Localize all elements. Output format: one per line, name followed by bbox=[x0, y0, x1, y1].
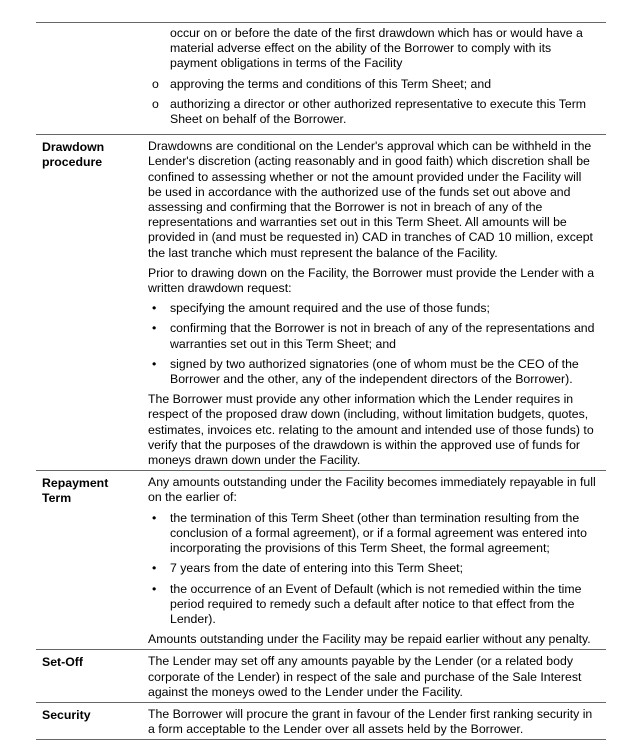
conditions-label bbox=[36, 23, 142, 135]
list-item bbox=[148, 77, 596, 92]
list-item-text: confirming that the Borrower is not in breach of any of the representations and warranties set out in this Term Sheet; and bbox=[170, 321, 595, 351]
list-item-text: 7 years from the date of entering into this Term Sheet; bbox=[170, 561, 464, 576]
security-row bbox=[36, 702, 606, 739]
drawdown-body bbox=[142, 135, 606, 471]
drawdown-label: Drawdown procedure bbox=[42, 140, 105, 170]
bullet-marker: • bbox=[152, 561, 157, 576]
drawdown-paragraph-2: Prior to drawing down on the Facility, the Borrower must provide the Lender with a written drawdown request: bbox=[148, 265, 595, 296]
repayment-paragraph-1: Any amounts outstanding under the Facility becomes immediately repayable in full on the earlier of: bbox=[148, 475, 596, 505]
sub-bullet-marker: o bbox=[152, 96, 159, 111]
list-item-text: the termination of this Term Sheet (other than termination resulting from the conclusion of a formal agreement), or if a formal agreement was entered into incorporating the provisions of this Term Sheet, the formal agreement; bbox=[170, 510, 587, 556]
setoff-paragraph: The Lender may set off any amounts payable by the Lender (or a related body corporate of the Lender) in respect of the sale and purchase of the Sale Interest against the moneys owed to the Lender under the Facility. bbox=[148, 654, 582, 699]
setoff-label: Set-Off bbox=[42, 655, 83, 670]
list-item-text: the occurrence of an Event of Default (which is not remedied within the time period required to remedy such a default after notice to that effect from the Lender). bbox=[170, 581, 582, 626]
bullet-marker: • bbox=[152, 301, 157, 316]
list-item-text: specifying the amount required and the use of those funds; bbox=[170, 301, 490, 316]
sub-bullet-marker: o bbox=[152, 76, 159, 91]
list-item bbox=[148, 97, 596, 127]
bullet-marker: • bbox=[152, 356, 157, 371]
repayment-paragraph-2: Amounts outstanding under the Facility may be repaid earlier without any penalty. bbox=[148, 632, 591, 647]
list-item bbox=[148, 511, 596, 557]
list-item-text: approving the terms and conditions of this Term Sheet; and bbox=[170, 76, 492, 91]
bullet-marker: • bbox=[152, 321, 157, 336]
setoff-row bbox=[36, 650, 606, 703]
term-sheet-page bbox=[36, 22, 606, 740]
list-item-text: authorizing a director or other authorized representative to execute this Term Sheet on behalf of the Borrower. bbox=[170, 96, 587, 127]
repayment-label: Repayment Term bbox=[42, 476, 109, 506]
term-sheet-table bbox=[36, 22, 606, 740]
repayment-list bbox=[148, 511, 596, 627]
list-item bbox=[148, 357, 596, 387]
drawdown-paragraph-1: Drawdowns are conditional on the Lender's approval which can be withheld in the Lender's discretion (acting reasonably and in good faith) which discretion shall be confined to assessing whether or not the amount provided under the Facility will be used in accordance with the authorized use of the funds set out above and assessing and confirming that the Borrower is not in breach of any of the representations and warranties set out in this Term Sheet. All amounts will be provided in (and must be requested in) CAD in tranches of CAD 10 million, except the last tranche which must represent the balance of the Facility. bbox=[148, 139, 593, 260]
security-body bbox=[142, 702, 606, 739]
security-label: Security bbox=[42, 707, 91, 722]
conditions-body bbox=[142, 23, 606, 135]
bullet-marker: • bbox=[152, 581, 157, 596]
conditions-row bbox=[36, 23, 606, 135]
list-item bbox=[148, 301, 596, 316]
repayment-row bbox=[36, 471, 606, 650]
drawdown-row bbox=[36, 135, 606, 471]
list-item bbox=[148, 582, 596, 628]
drawdown-list bbox=[148, 301, 596, 387]
list-item bbox=[148, 321, 596, 351]
bullet-marker: • bbox=[152, 510, 157, 525]
list-item bbox=[148, 561, 596, 576]
repayment-body bbox=[142, 471, 606, 650]
conditions-continuation: occur on or before the date of the first drawdown which has or would have a material adverse effect on the ability of the Borrower to comply with its payment obligations in terms of the Facility bbox=[170, 26, 583, 71]
drawdown-paragraph-3: The Borrower must provide any other information which the Lender requires in respect of the proposed draw down (including, without limitation budgets, quotes, estimates, invoices etc. relating to the amount and intended use of those funds) to verify that the purposes of the drawdown is within the approved use of funds for moneys drawn down under the Facility. bbox=[148, 392, 594, 468]
conditions-list bbox=[148, 77, 596, 128]
setoff-body bbox=[142, 650, 606, 703]
security-paragraph: The Borrower will procure the grant in favour of the Lender first ranking security in a form acceptable to the Lender over all assets held by the Borrower. bbox=[148, 706, 593, 737]
list-item-text: signed by two authorized signatories (one of whom must be the CEO of the Borrower and the other, any of the independent directors of the Borrower). bbox=[170, 356, 579, 387]
